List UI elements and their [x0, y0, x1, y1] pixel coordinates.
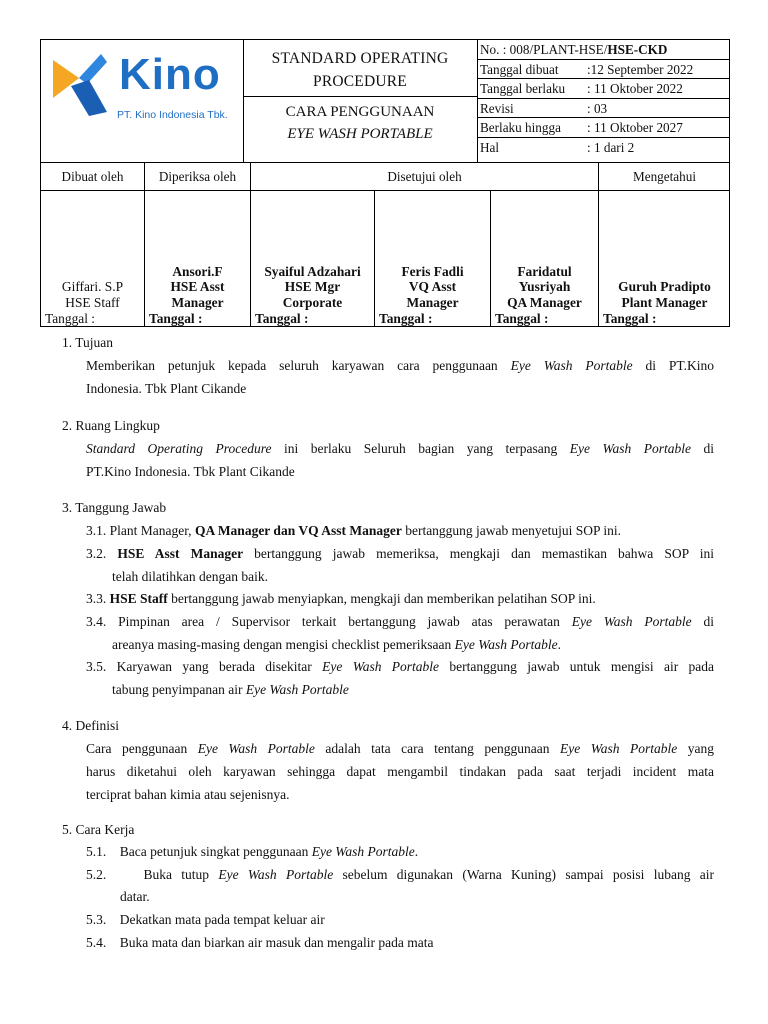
item-3-1: 3.1. Plant Manager, QA Manager dan VQ Asst Manager bertanggung jawab menyetujui SOP ini. [86, 523, 622, 538]
section-4-heading: 4. Definisi [62, 718, 119, 733]
section-2-heading: 2. Ruang Lingkup [62, 418, 160, 433]
item-3-4-line-1: 3.4. Pimpinan area / Supervisor terkait bertanggung jawab atas perawatan Eye Wash Portable di [86, 614, 714, 629]
subtitle-line-1: CARA PENGGUNAAN [285, 104, 435, 120]
header-dibuat: Dibuat oleh [41, 163, 145, 191]
header-disetujui: Disetujui oleh [251, 163, 599, 191]
section-2-paragraph-line-1: Standard Operating Procedure ini berlaku Seluruh bagian yang terpasang Eye Wash Portable di [86, 441, 714, 456]
sign-col-hse-mgr: Syaiful Adzahari HSE Mgr Corporate Tanggal : [251, 191, 375, 326]
item-3-3: 3.3. HSE Staff bertanggung jawab menyiapkan, mengkaji dan memberikan pelatihan SOP ini. [86, 591, 596, 606]
meta-row-page: Hal : 1 dari 2 [480, 139, 635, 155]
sign-col-plant: Guruh Pradipto Plant Manager Tanggal : [603, 279, 711, 326]
approval-table [40, 163, 730, 327]
sign-col-vq: Feris Fadli VQ Asst Manager Tanggal : [375, 191, 491, 326]
subtitle-block [243, 97, 477, 162]
step-5-1: 5.1. Baca petunjuk singkat penggunaan Eye Wash Portable. [86, 844, 419, 859]
section-4-paragraph-line-3: terciprat bahan kimia atau sejenisnya. [86, 787, 290, 802]
step-5-2-line-2: datar. [120, 889, 150, 904]
item-3-5-line-2: tabung penyimpanan air Eye Wash Portable [112, 682, 349, 697]
meta-row-created: Tanggal dibuat :12 September 2022 [477, 60, 729, 80]
section-5-heading: 5. Cara Kerja [62, 822, 135, 837]
header-mengetahui: Mengetahui [599, 163, 730, 191]
step-5-2-line-1: 5.2. Buka tutup Eye Wash Portable sebelum digunakan (Warna Kuning) sampai posisi lubang air [86, 867, 714, 882]
meta-row-effective: Tanggal berlaku : 11 Oktober 2022 [477, 79, 729, 99]
section-4-paragraph-line-2: harus diketahui oleh karyawan sehingga dapat mengambil tindakan pada saat terjadi incident mata [86, 764, 714, 779]
item-3-2-line-1: 3.2. HSE Asst Manager bertanggung jawab memeriksa, mengkaji dan memastikan bahwa SOP ini [86, 546, 715, 561]
section-4-paragraph-line-1: Cara penggunaan Eye Wash Portable adalah tata cara tentang penggunaan Eye Wash Portable yang [86, 741, 715, 756]
meta-row-revision: Revisi : 03 [477, 99, 729, 119]
sign-col-qa: Faridatul Yusriyah QA Manager Tanggal : [491, 191, 599, 326]
section-1-paragraph-line-1: Memberikan petunjuk kepada seluruh karyawan cara penggunaan Eye Wash Portable di PT.Kino [86, 358, 714, 373]
section-3-heading: 3. Tanggung Jawab [62, 500, 167, 515]
logo-text: Kino [119, 50, 221, 99]
meta-cell [477, 40, 729, 162]
subtitle-line-2: EYE WASH PORTABLE [287, 126, 433, 142]
title-cell [243, 40, 478, 162]
meta-row-no [477, 40, 729, 60]
doc-number: No. : 008/PLANT-HSE/HSE-CKD [480, 42, 668, 57]
document-header [40, 39, 730, 163]
logo-cell [41, 40, 244, 162]
section-1-heading: 1. Tujuan [62, 335, 114, 350]
section-2-paragraph-line-2: PT.Kino Indonesia. Tbk Plant Cikande [86, 464, 295, 479]
header-diperiksa: Diperiksa oleh [145, 163, 251, 191]
title-line-1: STANDARD OPERATING [271, 50, 449, 67]
step-5-4: 5.4. Buka mata dan biarkan air masuk dan mengalir pada mata [86, 935, 434, 950]
meta-row-valid-until: Berlaku hingga : 11 Oktober 2027 [477, 118, 729, 138]
section-1-paragraph-line-2: Indonesia. Tbk Plant Cikande [86, 381, 247, 396]
item-3-5-line-1: 3.5. Karyawan yang berada disekitar Eye Wash Portable bertanggung jawab untuk mengisi air pada [86, 659, 715, 674]
logo-subtitle: PT. Kino Indonesia Tbk. [117, 109, 228, 121]
item-3-4-line-2: areanya masing-masing dengan mengisi checklist pemeriksaan Eye Wash Portable. [112, 637, 561, 652]
sign-col-diperiksa: Ansori.F HSE Asst Manager Tanggal : [145, 191, 251, 326]
step-5-3: 5.3. Dekatkan mata pada tempat keluar air [86, 912, 325, 927]
sign-col-dibuat: Giffari. S.P HSE Staff Tanggal : [41, 191, 145, 326]
item-3-2-line-2: telah dilatihkan dengan baik. [112, 569, 268, 584]
title-line-2: PROCEDURE [313, 73, 407, 90]
title-block [243, 40, 477, 97]
